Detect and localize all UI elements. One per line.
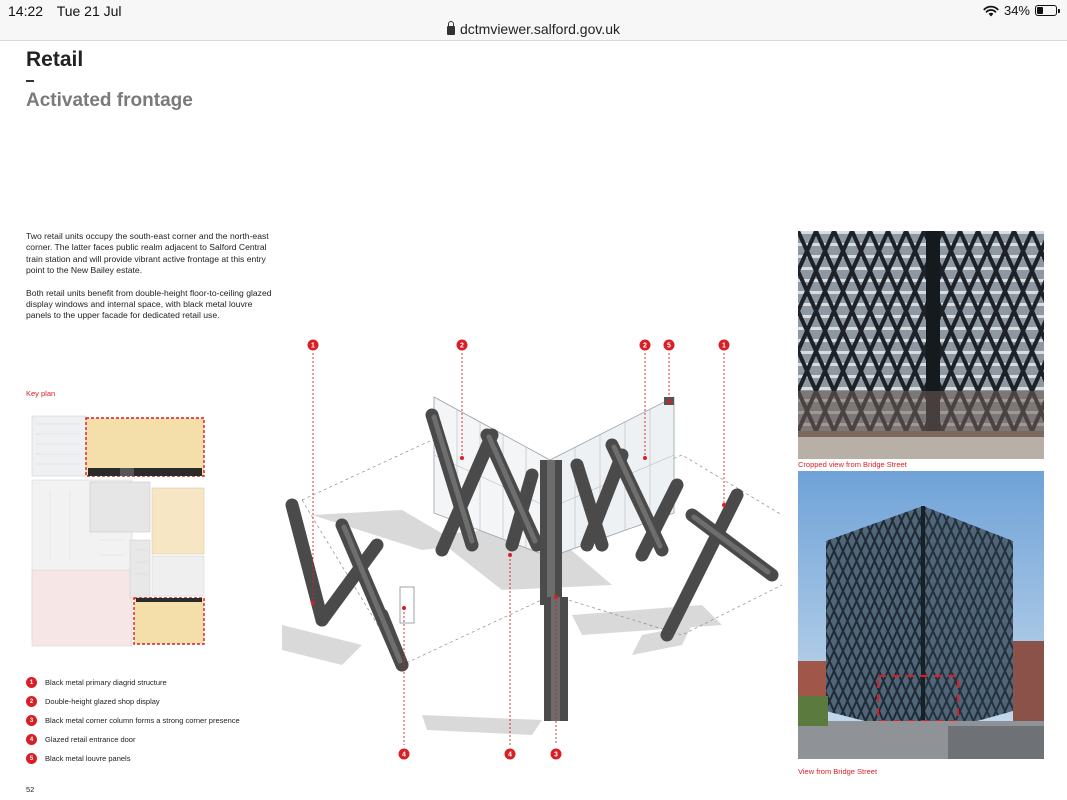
cropped-view-photo [798, 231, 1044, 459]
intro-paragraph-1: Two retail units occupy the south-east corner and the north-east corner. The latter faces public realm adjacent to Salford Central train station and will provide vibrant active frontage at this entry point to the New Bailey estate. [26, 231, 269, 276]
status-right [983, 3, 1057, 18]
legend-number: 5 [26, 753, 37, 764]
legend [26, 673, 240, 768]
url-text: dctmviewer.salford.gov.uk [459, 20, 621, 37]
callout-number: 1 [311, 342, 315, 350]
callout-marker [640, 340, 651, 351]
legend-text: Glazed retail entrance door [45, 735, 136, 744]
callout-marker [551, 749, 562, 760]
legend-item [26, 730, 240, 749]
page-subtitle: Activated frontage [26, 90, 193, 111]
keyplan-label: Key plan [26, 389, 56, 398]
intro-paragraph-2: Both retail units benefit from double-height floor-to-ceiling glazed display windows and internal space, with black metal louvre panels to the upper facade for dedicated retail use. [26, 287, 272, 321]
legend-item [26, 749, 240, 768]
legend-item [26, 673, 240, 692]
callout-number: 3 [554, 751, 558, 759]
legend-number: 2 [26, 696, 37, 707]
axonometric-diagram [282, 335, 787, 765]
intro-text [26, 231, 276, 333]
callout-number: 5 [667, 342, 671, 350]
callout-marker [308, 340, 319, 351]
callout-number: 2 [643, 342, 647, 350]
callout-marker [457, 340, 468, 351]
street-view-photo [798, 471, 1044, 759]
legend-number: 3 [26, 715, 37, 726]
legend-item [26, 711, 240, 730]
status-time: 14:22 [8, 3, 44, 19]
status-bar [0, 0, 1067, 22]
keyplan-drawing [30, 410, 210, 650]
callout-marker [399, 749, 410, 760]
callout-marker [664, 340, 675, 351]
battery-percentage: 34% [1003, 3, 1030, 18]
address-bar[interactable] [0, 22, 1067, 41]
street-view-caption: View from Bridge Street [798, 767, 878, 776]
legend-number: 1 [26, 677, 37, 688]
callout-number: 4 [508, 751, 512, 759]
callout-number: 2 [460, 342, 464, 350]
callout-number: 4 [402, 751, 406, 759]
entrance-door-shape [400, 587, 414, 623]
title-divider [26, 80, 34, 82]
page-number: 52 [26, 785, 35, 794]
legend-text: Black metal louvre panels [45, 754, 131, 763]
legend-number: 4 [26, 734, 37, 745]
status-date: Tue 21 Jul [56, 3, 122, 19]
legend-text: Double-height glazed shop display [45, 697, 160, 706]
legend-text: Black metal primary diagrid structure [45, 678, 167, 687]
status-left [8, 3, 132, 19]
url-display[interactable] [447, 20, 621, 37]
lock-icon [447, 26, 455, 35]
callout-number: 1 [722, 342, 726, 350]
legend-item [26, 692, 240, 711]
callout-marker [719, 340, 730, 351]
battery-icon [1035, 5, 1057, 16]
battery-fill [1037, 7, 1043, 14]
callout-marker [505, 749, 516, 760]
wifi-icon [983, 5, 999, 17]
cropped-view-caption: Cropped view from Bridge Street [798, 460, 907, 469]
page-title: Retail [26, 48, 84, 71]
legend-text: Black metal corner column forms a strong corner presence [45, 716, 240, 725]
